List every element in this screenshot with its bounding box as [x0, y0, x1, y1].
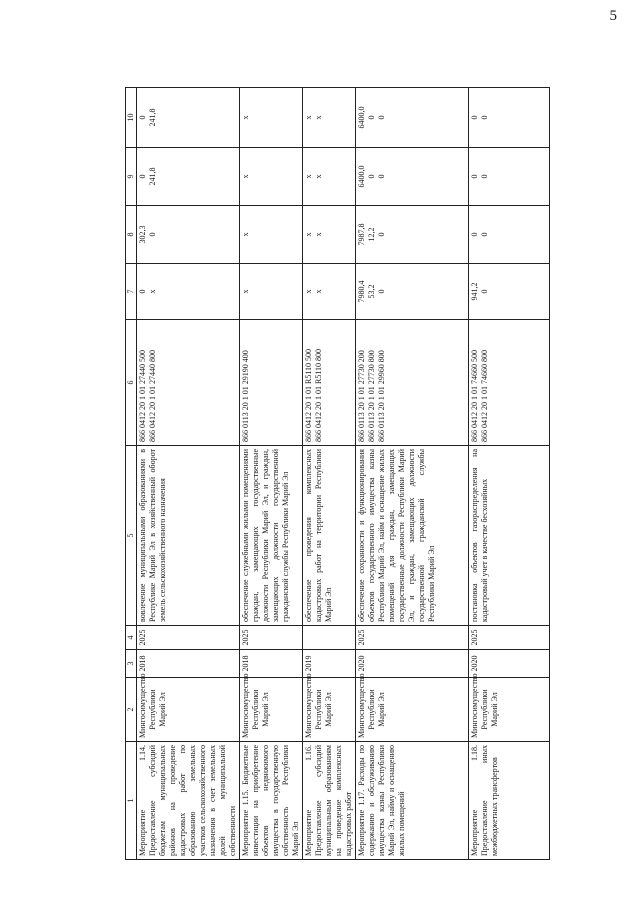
value-col-8 — [303, 206, 356, 264]
budget-classification-code — [137, 320, 240, 446]
value-col-10 — [469, 88, 550, 148]
measure-name: Мероприятие 1.17. Расходы по содержанию и обслуживанию имущества казны Республики Марий Эл, найму и оснащению жилых помещений — [356, 742, 469, 860]
end-year: 2025 — [469, 626, 550, 650]
budget-classification-code-line: 866 0412 20 1 01 74660 800 — [480, 350, 489, 442]
value-col-10 — [356, 88, 469, 148]
value-col-8-line: x — [241, 232, 250, 237]
value-col-8-line: 0 — [148, 232, 157, 237]
value-col-7-line: 0 — [377, 289, 386, 294]
value-col-10-line: x — [241, 115, 250, 120]
value-col-10-line: 241,8 — [148, 108, 157, 127]
end-year: 2025 — [356, 626, 469, 650]
budget-classification-code-line: 866 0113 20 1 01 29190 400 — [241, 350, 250, 442]
value-col-10-line: 0 — [470, 115, 479, 120]
table-row — [303, 88, 356, 860]
col-header-3: 3 — [126, 650, 137, 678]
start-year: 2020 — [356, 650, 469, 678]
value-col-8-line: x — [304, 232, 313, 237]
expected-result: вовлечение муниципальными образованиями в Республике Марий Эл в хозяйственный оборот земель сельскохозяйственного назначения — [137, 446, 240, 626]
col-header-9: 9 — [126, 148, 137, 206]
value-col-9-line: 6400,0 — [357, 165, 366, 188]
value-col-7 — [469, 264, 550, 320]
expected-result: постановка объектов газораспределения на кадастровый учет в качестве бесхозяйных — [469, 446, 550, 626]
value-col-7-line: x — [148, 289, 157, 294]
value-col-7-line: x — [314, 289, 323, 294]
budget-classification-code-line: 866 0113 20 1 01 27730 800 — [367, 350, 376, 442]
rotated-table-page — [125, 88, 555, 860]
col-header-2: 2 — [126, 678, 137, 742]
budget-classification-code-line: 866 0412 20 1 01 R5110 500 — [304, 348, 313, 442]
measure-name: Мероприятие 1.18. Предоставление иных межбюджетных трансфертов — [469, 742, 550, 860]
value-col-10-line: 6400,0 — [357, 106, 366, 129]
col-header-10: 10 — [126, 88, 137, 148]
value-col-8-line: 302,3 — [138, 225, 147, 244]
value-col-7-line: 7980,4 — [357, 280, 366, 303]
value-col-10-line: 0 — [377, 115, 386, 120]
value-col-9 — [356, 148, 469, 206]
start-year: 2020 — [469, 650, 550, 678]
value-col-9-line: 0 — [367, 174, 376, 179]
program-table — [125, 87, 550, 860]
budget-classification-code-line: 866 0113 20 1 01 29960 800 — [377, 350, 386, 442]
expected-result: обеспечение проведения комплексных кадастровых работ на территории Республики Марий Эл — [303, 446, 356, 626]
value-col-9-line: x — [314, 174, 323, 179]
col-header-7: 7 — [126, 264, 137, 320]
value-col-7-line: x — [304, 289, 313, 294]
start-year: 2018 — [137, 650, 240, 678]
value-col-9-line: 0 — [480, 174, 489, 179]
value-col-8 — [356, 206, 469, 264]
value-col-8 — [469, 206, 550, 264]
col-header-4: 4 — [126, 626, 137, 650]
value-col-8 — [137, 206, 240, 264]
value-col-9 — [137, 148, 240, 206]
value-col-8 — [240, 206, 303, 264]
budget-classification-code-line: 866 0412 20 1 01 27440 500 — [138, 350, 147, 442]
value-col-9-line: x — [304, 174, 313, 179]
value-col-7 — [303, 264, 356, 320]
value-col-7-line: 941,2 — [470, 282, 479, 301]
budget-classification-code — [469, 320, 550, 446]
value-col-8-line: 7987,8 — [357, 223, 366, 246]
value-col-9 — [469, 148, 550, 206]
budget-classification-code-line: 866 0412 20 1 01 27440 800 — [148, 350, 157, 442]
end-year: 2025 — [137, 626, 240, 650]
start-year: 2018 — [240, 650, 303, 678]
expected-result: обеспечение сохранности и функционирования объектов государственного имущества казны Республики Марий Эл, найм и оснащение жилых помещений для граждан, замещающих государственные должности Республики Марий Эл, и граждан, замещающих должности государственной гражданской службы Республики Марий Эл — [356, 446, 469, 626]
value-col-10-line: 0 — [480, 115, 489, 120]
measure-name: Мероприятие 1.14. Предоставление субсидий бюджетам муниципальных районов на проведение кадастровых работ по образованию земельных участков сельскохозяйственного назначения в счет земельных долей муниципальной собственности — [137, 742, 240, 860]
value-col-10 — [303, 88, 356, 148]
value-col-7 — [137, 264, 240, 320]
col-header-8: 8 — [126, 206, 137, 264]
value-col-7-line: 0 — [138, 289, 147, 294]
measure-name: Мероприятие 1.16. Предоставление субсидий муниципальным образованиям на проведение комплексных кадастровых работ — [303, 742, 356, 860]
value-col-10-line: x — [314, 115, 323, 120]
budget-classification-code — [240, 320, 303, 446]
page-number: 5 — [609, 8, 617, 24]
expected-result: обеспечение служебными жилыми помещениями граждан, замещающих государственные должности Республики Марий Эл, и граждан, замещающих должности государственной гражданской службы Республики Марий Эл — [240, 446, 303, 626]
value-col-8-line: x — [314, 232, 323, 237]
end-year: 2025 — [240, 626, 303, 650]
end-year — [303, 626, 356, 650]
value-col-9-line: 0 — [470, 174, 479, 179]
value-col-8-line: 0 — [470, 232, 479, 237]
value-col-7-line: 53,2 — [367, 284, 376, 299]
value-col-9 — [303, 148, 356, 206]
responsible-executor: Мингосимущество Республики Марий Эл — [240, 678, 303, 742]
responsible-executor: Мингосимущество Республики Марий Эл — [303, 678, 356, 742]
responsible-executor: Мингосимущество Республики Марий Эл — [137, 678, 240, 742]
value-col-9-line: 241,8 — [148, 167, 157, 186]
budget-classification-code-line: 866 0113 20 1 01 27730 200 — [357, 350, 366, 442]
table-row — [356, 88, 469, 860]
start-year: 2019 — [303, 650, 356, 678]
responsible-executor: Мингосимущество Республики Марий Эл — [469, 678, 550, 742]
value-col-8-line: 0 — [480, 232, 489, 237]
budget-classification-code — [303, 320, 356, 446]
value-col-9-line: x — [241, 174, 250, 179]
value-col-7-line: 0 — [480, 289, 489, 294]
value-col-7 — [356, 264, 469, 320]
value-col-9 — [240, 148, 303, 206]
value-col-8-line: 12,2 — [367, 227, 376, 242]
value-col-8-line: 0 — [377, 232, 386, 237]
value-col-9-line: 0 — [377, 174, 386, 179]
value-col-10-line: 0 — [367, 115, 376, 120]
value-col-10-line: 0 — [138, 115, 147, 120]
measure-name: Мероприятие 1.15. Бюджетные инвестиции на приобретение объектов недвижимого имущества в государственную собственность Республики Марий Эл — [240, 742, 303, 860]
col-header-1: 1 — [126, 742, 137, 860]
table-row — [469, 88, 550, 860]
budget-classification-code — [356, 320, 469, 446]
table-row — [240, 88, 303, 860]
value-col-7 — [240, 264, 303, 320]
col-header-5: 5 — [126, 446, 137, 626]
value-col-10 — [137, 88, 240, 148]
value-col-10 — [240, 88, 303, 148]
budget-classification-code-line: 866 0412 20 1 01 74660 500 — [470, 350, 479, 442]
budget-classification-code-line: 866 0412 20 1 01 R5110 800 — [314, 348, 323, 442]
table-row — [137, 88, 240, 860]
value-col-7-line: x — [241, 289, 250, 294]
value-col-10-line: x — [304, 115, 313, 120]
column-number-row — [126, 88, 137, 860]
responsible-executor: Мингосимущество Республики Марий Эл — [356, 678, 469, 742]
col-header-6: 6 — [126, 320, 137, 446]
value-col-9-line: 0 — [138, 174, 147, 179]
